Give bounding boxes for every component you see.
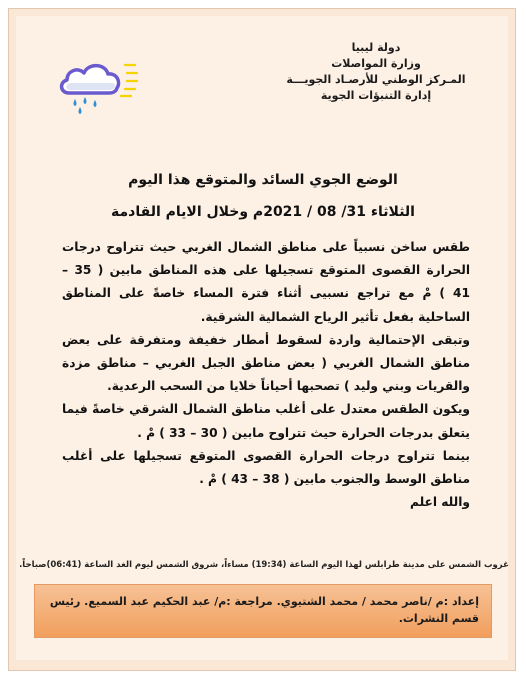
credits-box <box>34 584 492 638</box>
forecast-paragraph: ويكون الطقس معتدل على أغلب مناطق الشمال الشرقي خاصةً فيما يتعلق بدرجات الحرارة حيث تتراوح مابين ( 30 – 33 ) مْ . <box>62 402 470 440</box>
bulletin-date: الثلاثاء 31/ 08 / 2021م وخلال الايام القادمة <box>111 204 415 220</box>
header-country: دولة ليبيا <box>351 41 401 54</box>
weather-cloud-rain-sun-icon <box>55 55 140 115</box>
credits-text: إعداد :م /ناصر محمد / محمد الشتيوي. مراجعة :م/ عبد الحكيم عبد السميع. رئيس قسم النشرات. <box>49 595 479 625</box>
sunrise-sunset-note: غروب الشمس على مدينة طرابلس لهذا اليوم الساعة (19:34) مساءاً، شروق الشمس ليوم الغد الساعة (06:41)صباحاً. <box>19 560 509 570</box>
forecast-paragraph: طقس ساخن نسبياً على مناطق الشمال الغربي حيث تتراوح درجات الحرارة القصوى المتوقع تسجيلها على هذه المناطق مابين ( 35 – 41 ) مْ مع تراجع نسبيى أثناء فترة المساء خاصةً على المناطق الساحلية بفعل تأثير الرياح الشمالية الشرقية. <box>62 240 470 324</box>
forecast-paragraph: وتبقى الإحتمالية واردة لسقوط أمطار خفيفة ومتفرقة على بعض مناطق الشمال الغربي ( بعض مناطق الجبل الغربي – مناطق مزدة والقريات وبني وليد ) تصحبها أحياناً خلايا من السحب الرعدية. <box>62 332 470 394</box>
forecast-body <box>62 236 470 514</box>
header-center: المـركز الوطني للأرصـاد الجويـــة <box>286 73 466 86</box>
bulletin-title: الوضع الجوي السائد والمتوقع هذا اليوم <box>128 172 398 188</box>
sun-rays <box>121 65 137 96</box>
header-ministry: وزارة المواصلات <box>331 57 421 70</box>
rain-drops <box>74 97 97 114</box>
closing-phrase: والله اعلم <box>410 495 470 510</box>
header-department: إدارة التنبؤات الجوية <box>320 89 432 102</box>
cloud-inner-gradient <box>66 83 115 90</box>
organization-header <box>276 40 476 104</box>
forecast-paragraph: بينما تتراوح درجات الحرارة القصوى المتوقع تسجيلها على أغلب مناطق الوسط والجنوب مابين ( 38 – 43 ) مْ . <box>62 448 470 487</box>
